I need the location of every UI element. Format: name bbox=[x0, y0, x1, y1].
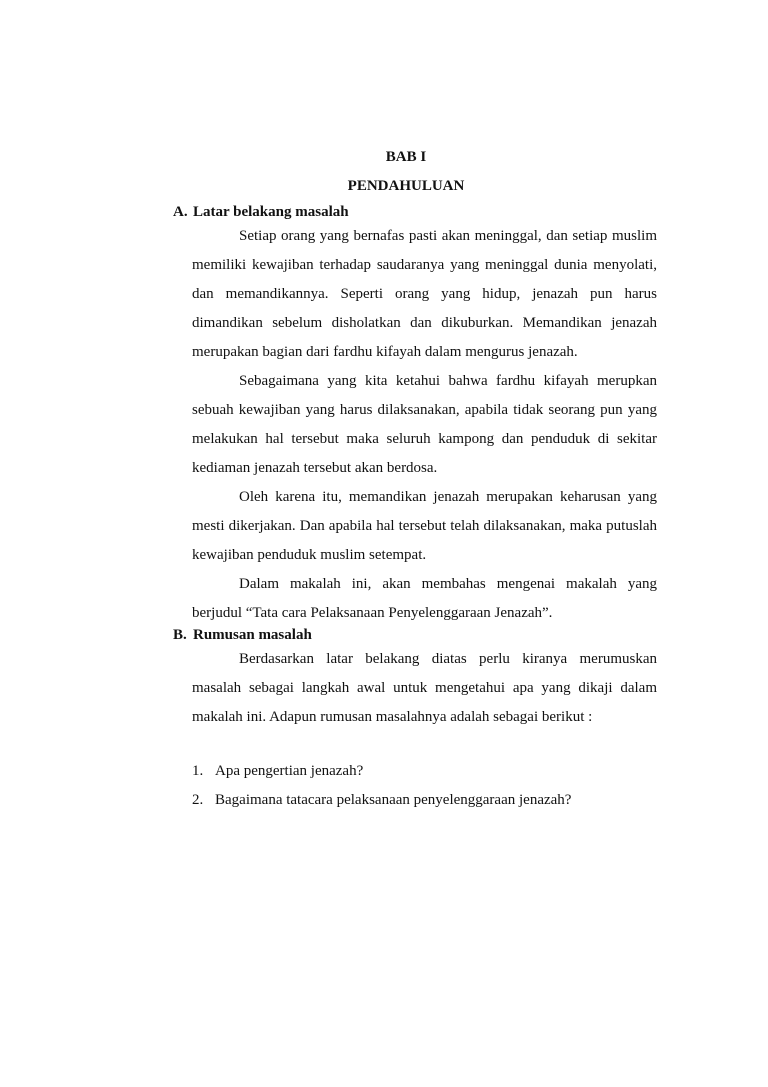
section-b-number: B. bbox=[173, 627, 187, 643]
list-item bbox=[192, 757, 657, 786]
paragraph: Sebagaimana yang kita ketahui bahwa fardhu kifayah merupkan sebuah kewajiban yang harus dilaksanakan, apabila tidak seorang pun yang melakukan hal tersebut maka seluruh kampong dan penduduk di sekitar kediaman jenazah tersebut akan berdosa. bbox=[192, 373, 657, 476]
list-item-text: Apa pengertian jenazah? bbox=[215, 763, 364, 779]
paragraph: Oleh karena itu, memandikan jenazah merupakan keharusan yang mesti dikerjakan. Dan apabila hal tersebut telah dilaksanakan, maka putuslah kewajiban penduduk muslim setempat. bbox=[192, 489, 657, 563]
list-item-text: Bagaimana tatacara pelaksanaan penyelenggaraan jenazah? bbox=[215, 792, 572, 808]
list-item bbox=[192, 786, 657, 815]
paragraph: Berdasarkan latar belakang diatas perlu kiranya merumuskan masalah sebagai langkah awal untuk mengetahui apa yang dikaji dalam makalah ini. Adapun rumusan masalahnya adalah sebagai berikut : bbox=[192, 651, 657, 725]
section-b-heading bbox=[173, 625, 312, 645]
section-a-number: A. bbox=[173, 204, 188, 220]
question-list bbox=[192, 757, 657, 815]
section-a-title: Latar belakang masalah bbox=[193, 204, 349, 220]
chapter-number: BAB I bbox=[385, 149, 427, 165]
list-item-number: 2. bbox=[192, 792, 204, 808]
paragraph: Setiap orang yang bernafas pasti akan meninggal, dan setiap muslim memiliki kewajiban terhadap saudaranya yang meninggal dunia menyolati, dan memandikannya. Seperti orang yang hidup, jenazah pun harus dimandikan sebelum disholatkan dan dikuburkan. Memandikan jenazah merupakan bagian dari fardhu kifayah dalam mengurus jenazah. bbox=[192, 228, 657, 360]
chapter-title: PENDAHULUAN bbox=[347, 178, 465, 194]
section-b-body bbox=[192, 645, 657, 732]
section-a-body bbox=[192, 222, 657, 628]
section-b-title: Rumusan masalah bbox=[193, 627, 312, 643]
paragraph: Dalam makalah ini, akan membahas mengenai makalah yang berjudul “Tata cara Pelaksanaan Penyelenggaraan Jenazah”. bbox=[192, 576, 657, 621]
section-a-heading bbox=[173, 202, 349, 222]
list-item-number: 1. bbox=[192, 763, 204, 779]
